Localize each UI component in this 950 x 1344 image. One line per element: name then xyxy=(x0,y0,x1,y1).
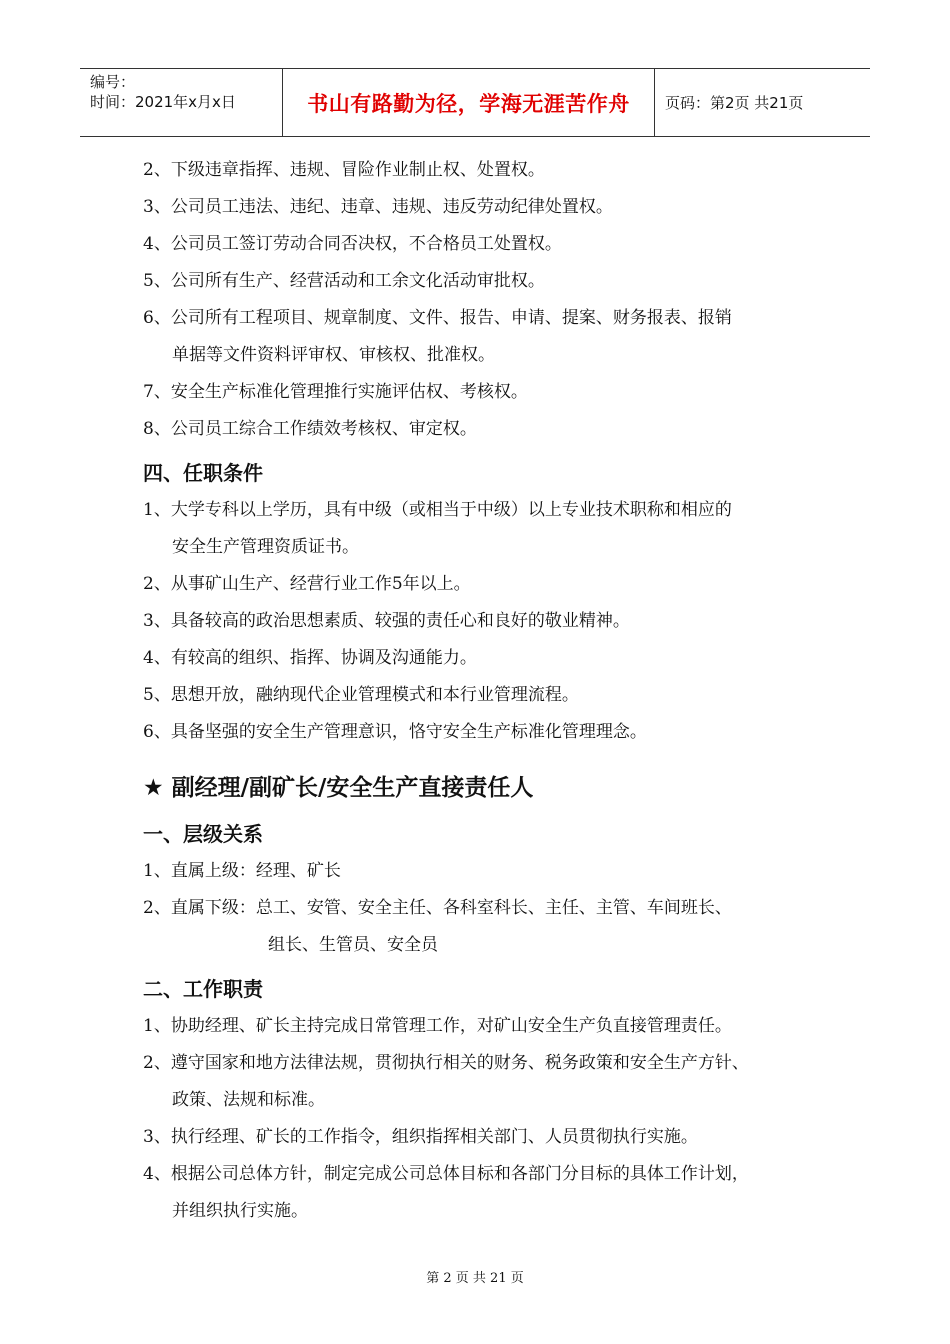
section-heading-hierarchy: 一、层级关系 xyxy=(143,822,263,846)
list-item: 6、公司所有工程项目、规章制度、文件、报告、申请、提案、财务报表、报销 xyxy=(143,308,732,328)
section-heading-duties: 二、工作职责 xyxy=(143,977,263,1001)
list-item-continuation: 政策、法规和标准。 xyxy=(172,1090,325,1110)
role-heading xyxy=(143,771,833,805)
document-body xyxy=(143,152,833,1230)
list-item: 3、公司员工违法、违纪、违章、违规、违反劳动纪律处置权。 xyxy=(143,197,613,217)
motto-text: 书山有路勤为径，学海无涯苦作舟 xyxy=(307,91,630,116)
list-item-continuation: 并组织执行实施。 xyxy=(172,1201,308,1221)
role-title: 副经理/副矿长/安全生产直接责任人 xyxy=(171,775,534,801)
footer-page-number: 第 2 页 共 21 页 xyxy=(426,1271,524,1286)
list-item: 1、直属上级：经理、矿长 xyxy=(143,861,341,881)
header-meta xyxy=(80,69,283,136)
list-item: 2、从事矿山生产、经营行业工作5年以上。 xyxy=(143,574,471,594)
rights-list xyxy=(143,152,833,448)
list-item: 8、公司员工综合工作绩效考核权、审定权。 xyxy=(143,419,477,439)
list-item: 3、执行经理、矿长的工作指令，组织指挥相关部门、人员贯彻执行实施。 xyxy=(143,1127,698,1147)
list-item: 5、思想开放，融纳现代企业管理模式和本行业管理流程。 xyxy=(143,685,579,705)
conditions-list xyxy=(143,492,833,751)
page-info-text: 页码：第2页 共21页 xyxy=(665,94,804,112)
list-item: 2、遵守国家和地方法律法规，贯彻执行相关的财务、税务政策和安全生产方针、 xyxy=(143,1053,749,1073)
list-item-continuation: 安全生产管理资质证书。 xyxy=(172,537,359,557)
hierarchy-list xyxy=(143,853,833,964)
page-header xyxy=(80,68,870,137)
list-item: 1、协助经理、矿长主持完成日常管理工作，对矿山安全生产负直接管理责任。 xyxy=(143,1016,732,1036)
list-item: 2、直属下级：总工、安管、安全主任、各科室科长、主任、主管、车间班长、 xyxy=(143,898,732,918)
list-item: 1、大学专科以上学历，具有中级（或相当于中级）以上专业技术职称和相应的 xyxy=(143,500,732,520)
time-label: 时间：2021年x月x日 xyxy=(90,93,236,111)
number-label: 编号： xyxy=(90,73,136,91)
list-item: 4、有较高的组织、指挥、协调及沟通能力。 xyxy=(143,648,477,668)
list-item: 6、具备坚强的安全生产管理意识，恪守安全生产标准化管理理念。 xyxy=(143,722,647,742)
list-item-continuation: 组长、生管员、安全员 xyxy=(268,935,438,955)
page-footer xyxy=(0,1267,950,1286)
list-item: 7、安全生产标准化管理推行实施评估权、考核权。 xyxy=(143,382,528,402)
list-item: 2、下级违章指挥、违规、冒险作业制止权、处置权。 xyxy=(143,160,545,180)
list-item: 3、具备较高的政治思想素质、较强的责任心和良好的敬业精神。 xyxy=(143,611,630,631)
star-icon: ★ xyxy=(143,775,164,801)
list-item: 5、公司所有生产、经营活动和工余文化活动审批权。 xyxy=(143,271,545,291)
list-item-continuation: 单据等文件资料评审权、审核权、批准权。 xyxy=(172,345,495,365)
list-item: 4、根据公司总体方针，制定完成公司总体目标和各部门分目标的具体工作计划， xyxy=(143,1164,749,1184)
header-page-info xyxy=(655,69,870,136)
duties-list xyxy=(143,1008,833,1230)
list-item: 4、公司员工签订劳动合同否决权，不合格员工处置权。 xyxy=(143,234,562,254)
section-heading-conditions: 四、任职条件 xyxy=(143,461,263,485)
header-motto-cell xyxy=(283,69,655,136)
